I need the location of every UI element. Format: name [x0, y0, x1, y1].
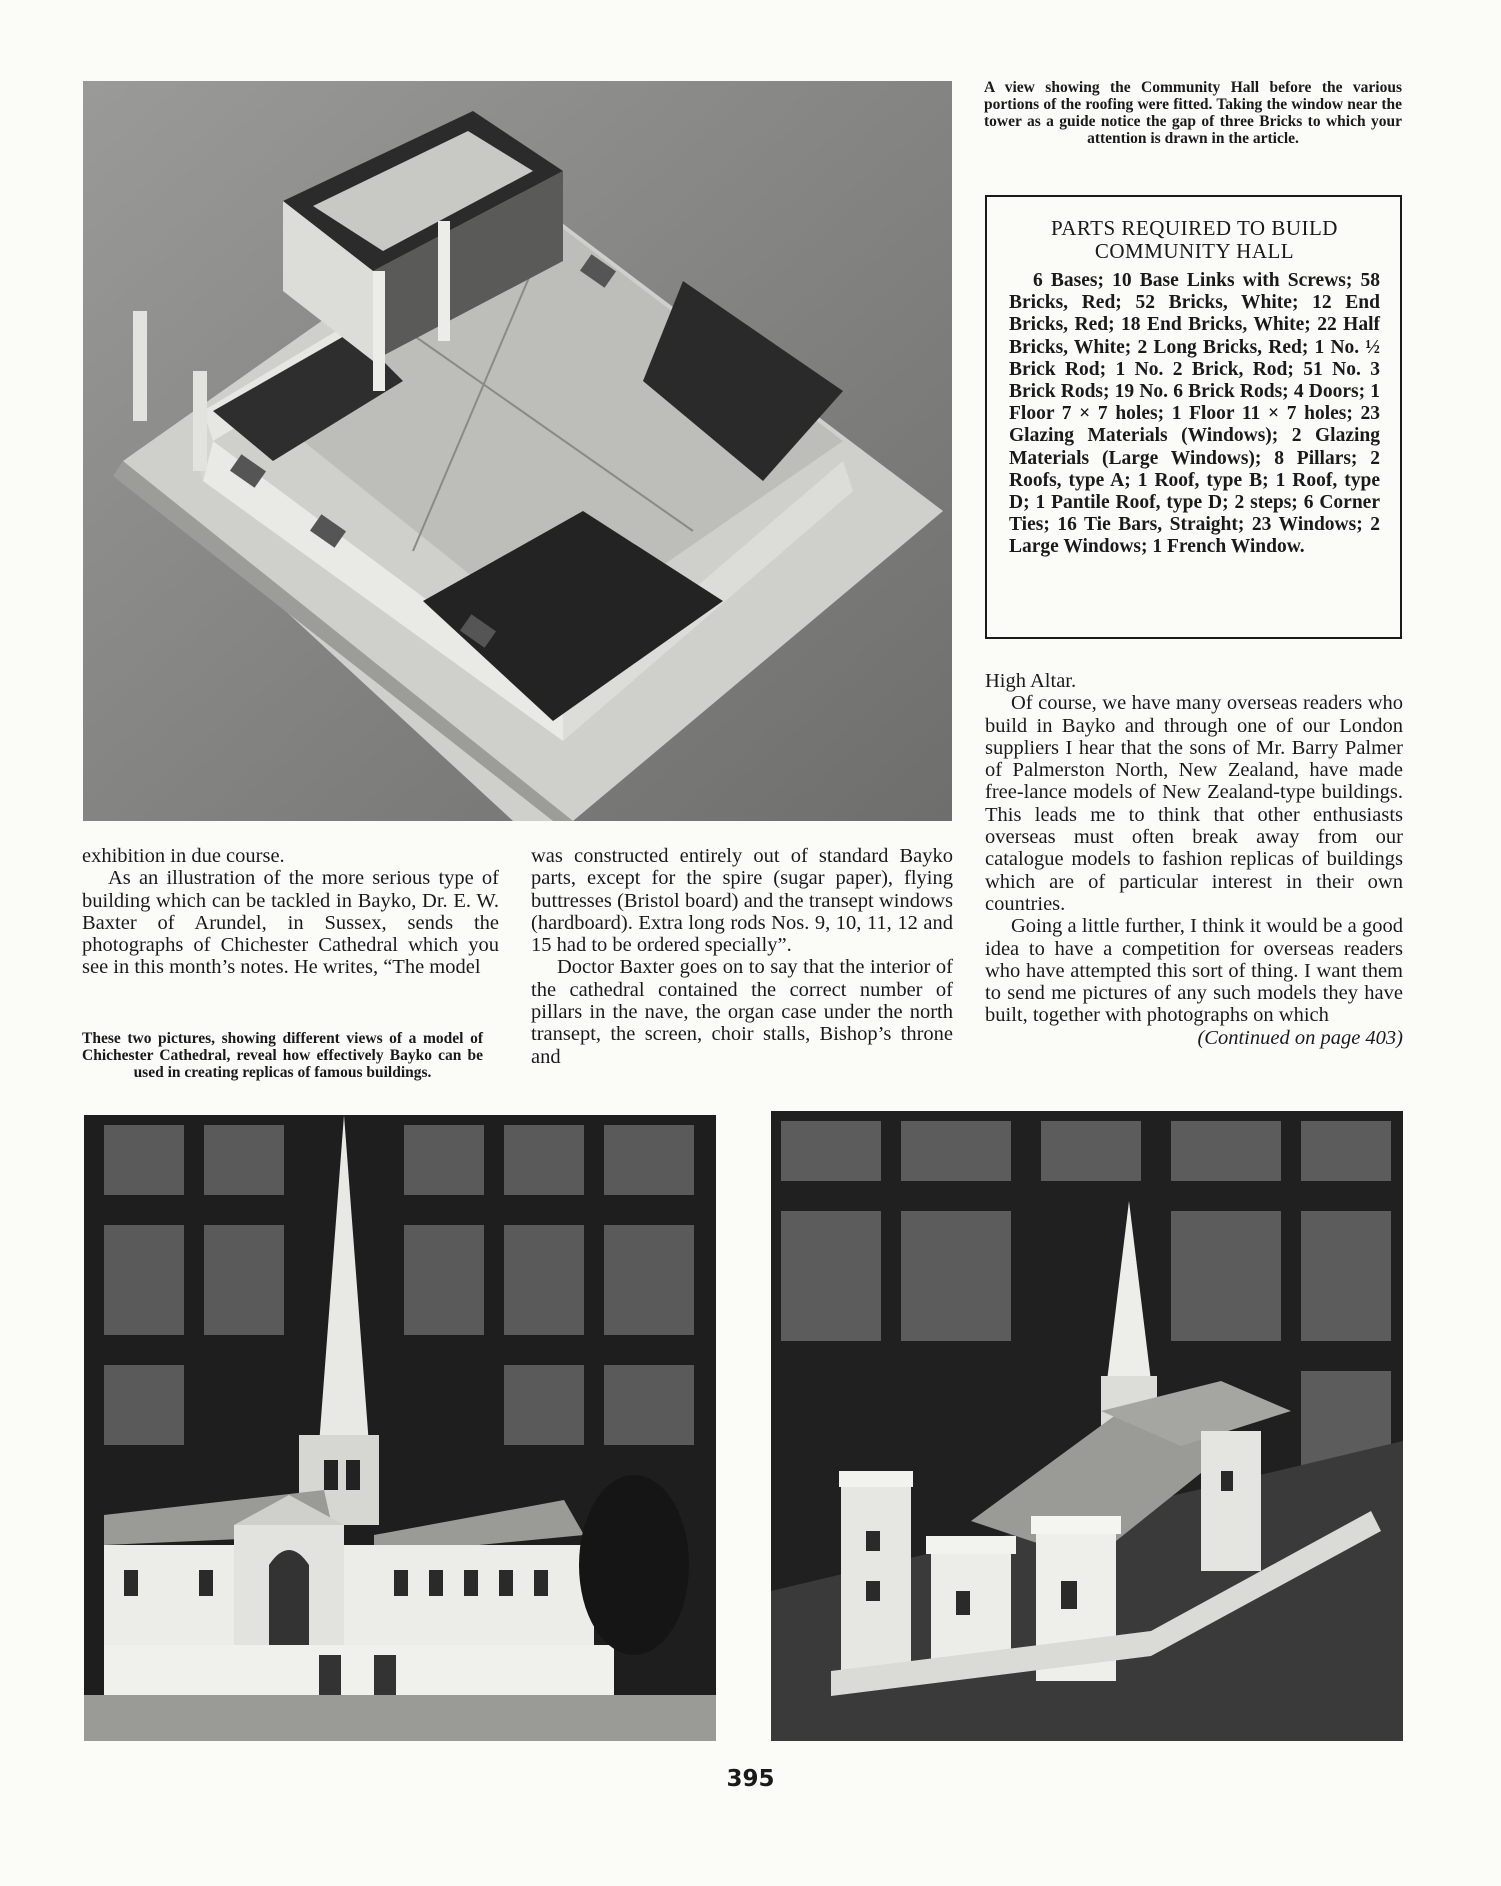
article-column-1 — [82, 845, 499, 979]
cathedral-photos-caption: These two pictures, showing different views of a model of Chichester Cathedral, reveal how effectively Bayko can be used in creating replicas of famous buildings. — [82, 1030, 483, 1081]
article-paragraph: Doctor Baxter goes on to say that the interior of the cathedral contained the correct number of pillars in the nave, the organ case under the north transept, the screen, choir stalls, Bishop’s throne and — [531, 956, 953, 1068]
article-column-3 — [985, 670, 1403, 1049]
article-paragraph: Of course, we have many overseas readers who build in Bayko and through one of our London suppliers I hear that the sons of Mr. Barry Palmer of Palmerston North, New Zealand, have made free-lance models of New Zealand-type buildings. This leads me to think that other enthusiasts overseas must often break away from our catalogue models to fashion replicas of buildings which are of particular interest in their own countries. — [985, 692, 1403, 915]
article-paragraph: was constructed entirely out of standard Bayko parts, except for the spire (sugar paper), flying buttresses (Bristol board) and the transept windows (hardboard). Extra long rods Nos. 9, 10, 11, 12 and 15 had to be ordered specially”. — [531, 845, 953, 957]
parts-required-box — [985, 195, 1402, 639]
article-paragraph: High Altar. — [985, 670, 1077, 692]
page-number: 395 — [726, 1766, 775, 1792]
hall-photo-caption: A view showing the Community Hall before the various portions of the roofing were fitted. Taking the window near the tower as a guide notice the gap of three Bricks to which your attention is drawn in the article. — [984, 79, 1402, 147]
parts-box-list: 6 Bases; 10 Base Links with Screws; 58 Bricks, Red; 52 Bricks, White; 12 End Bricks, Red; 18 End Bricks, White; 22 Half Bricks, White; 2 Long Bricks, Red; 1 No. ½ Brick Rod; 1 No. 2 Brick, Rod; 51 No. 3 Brick Rods; 19 No. 6 Brick Rods; 4 Doors; 1 Floor 7 × 7 holes; 1 Floor 11 × 7 holes; 23 Glazing Materials (Windows); 2 Glazing Materials (Large Windows); 8 Pillars; 2 Roofs, type A; 1 Roof, type B; 1 Roof, type D; 1 Pantile Roof, type D; 2 steps; 6 Corner Ties; 16 Tie Bars, Straight; 23 Windows; 2 Large Windows; 1 French Window. — [1009, 270, 1380, 558]
cathedral-aerial-photo — [771, 1111, 1403, 1741]
article-paragraph: As an illustration of the more serious type of building which can be tackled in Bayko, Dr. E. W. Baxter of Arundel, in Sussex, sends the photographs of Chichester Cathedral which you see in this month’s notes. He writes, “The model — [82, 867, 499, 979]
continued-note: (Continued on page 403) — [1197, 1026, 1403, 1049]
parts-box-title: PARTS REQUIRED TO BUILD COMMUNITY HALL — [1051, 216, 1338, 263]
article-paragraph: Going a little further, I think it would be a good idea to have a competition for overseas readers who have attempted this sort of thing. I want them to send me pictures of any such models they have built, together with photographs on which — [985, 915, 1403, 1027]
community-hall-photo — [83, 81, 952, 821]
article-paragraph: exhibition in due course. — [82, 845, 285, 867]
cathedral-front-photo — [84, 1115, 716, 1741]
article-column-2 — [531, 845, 953, 1068]
